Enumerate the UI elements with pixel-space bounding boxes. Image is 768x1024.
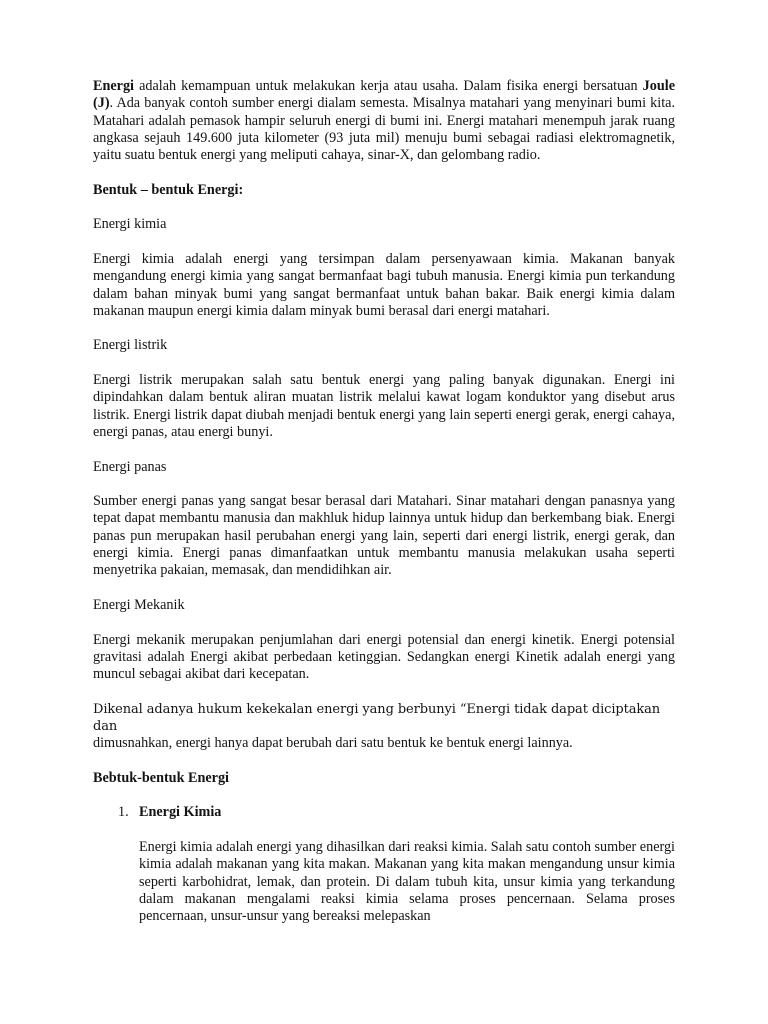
intro-term: Energi [93, 78, 134, 94]
intro-unit: Joule (J) [93, 78, 675, 112]
conservation-law-part-2: dimusnahkan, energi hanya dapat berubah dari satu bentuk ke bentuk energi lainnya. [93, 735, 573, 752]
list-item-title: Energi Kimia [139, 804, 222, 821]
intro-paragraph [93, 78, 675, 164]
list-heading: Bebtuk-bentuk Energi [93, 769, 229, 786]
section-body-kimia: Energi kimia adalah energi yang tersimpan dalam persenyawaan kimia. Makanan banyak mengandung energi kimia yang sangat bermanfaat bagi tubuh manusia. Energi kimia pun terkandung dalam bahan minyak bumi yang sangat bermanfaat untuk bahan bakar. Baik energi kimia dalam makanan maupun energi kimia dalam minyak bumi berasal dari energi matahari. [93, 250, 675, 319]
section-body-listrik: Energi listrik merupakan salah satu bentuk energi yang paling banyak digunakan. Energi ini dipindahkan dalam bentuk aliran muatan listrik melalui kawat logam konduktor yang disebut arus listrik. Energi listrik dapat diubah menjadi bentuk energi yang lain seperti energi gerak, energi cahaya, energi panas, atau energi bunyi. [93, 372, 675, 440]
intro-text-2: . Ada banyak contoh sumber energi dialam semesta. Misalnya matahari yang menyinari bumi kita. Matahari adalah pemasok hampir seluruh energi di bumi ini. Energi matahari menempuh jarak ruang angkasa sejauh 149.600 juta kilometer (93 juta mil) menuju bumi sebagai radiasi elektromagnetik, yaitu suatu bentuk energi yang meliputi cahaya, sinar-X, dan gelombang radio. [93, 95, 675, 164]
conservation-law-paragraph [93, 701, 675, 753]
intro-text-1: adalah kemampuan untuk melakukan kerja atau usaha. Dalam fisika energi bersatuan [133, 78, 643, 94]
document-page [93, 78, 675, 926]
section-title-mekanik: Energi Mekanik [93, 596, 185, 613]
section-title-kimia: Energi kimia [93, 216, 167, 233]
list-item-1-header [93, 804, 675, 821]
list-item-body-text: Energi kimia adalah energi yang dihasilkan dari reaksi kimia. Salah satu contoh sumber energi kimia adalah makanan yang kita makan. Makanan yang kita makan mengandung unsur kimia seperti karbohidrat, lemak, dan protein. Di dalam tubuh kita, unsur kimia yang terkandung dalam makanan mengalami reaksi kimia selama proses pencernaan. Selama proses pencernaan, unsur-unsur yang bereaksi melepaskan [139, 839, 675, 925]
list-item-1-body [93, 839, 675, 925]
section-title-listrik: Energi listrik [93, 337, 168, 354]
section-body-panas: Sumber energi panas yang sangat besar berasal dari Matahari. Sinar matahari dengan panasnya yang tepat dapat membantu manusia dan makhluk hidup lainnya untuk hidup dan berkembang biak. Energi panas pun merupakan hasil perubahan energi yang lain, seperti dari energi listrik, energi gerak, dan energi kimia. Energi panas dimanfaatkan untuk membantu manusia melakukan usaha seperti menyetrika pakaian, memasak, dan mendidihkan air. [93, 493, 675, 579]
section-title-panas: Energi panas [93, 458, 167, 475]
conservation-law-part-1: Dikenal adanya hukum kekekalan energi yang berbunyi “Energi tidak dapat diciptakan dan [93, 701, 661, 734]
section-body-mekanik: Energi mekanik merupakan penjumlahan dari energi potensial dan energi kinetik. Energi potensial gravitasi adalah Energi akibat perbedaan ketinggian. Sedangkan energi Kinetik adalah energi yang muncul sebagai akibat dari kecepatan. [93, 631, 675, 683]
forms-heading: Bentuk – bentuk Energi: [93, 181, 244, 198]
list-item-number: 1. [118, 804, 129, 821]
